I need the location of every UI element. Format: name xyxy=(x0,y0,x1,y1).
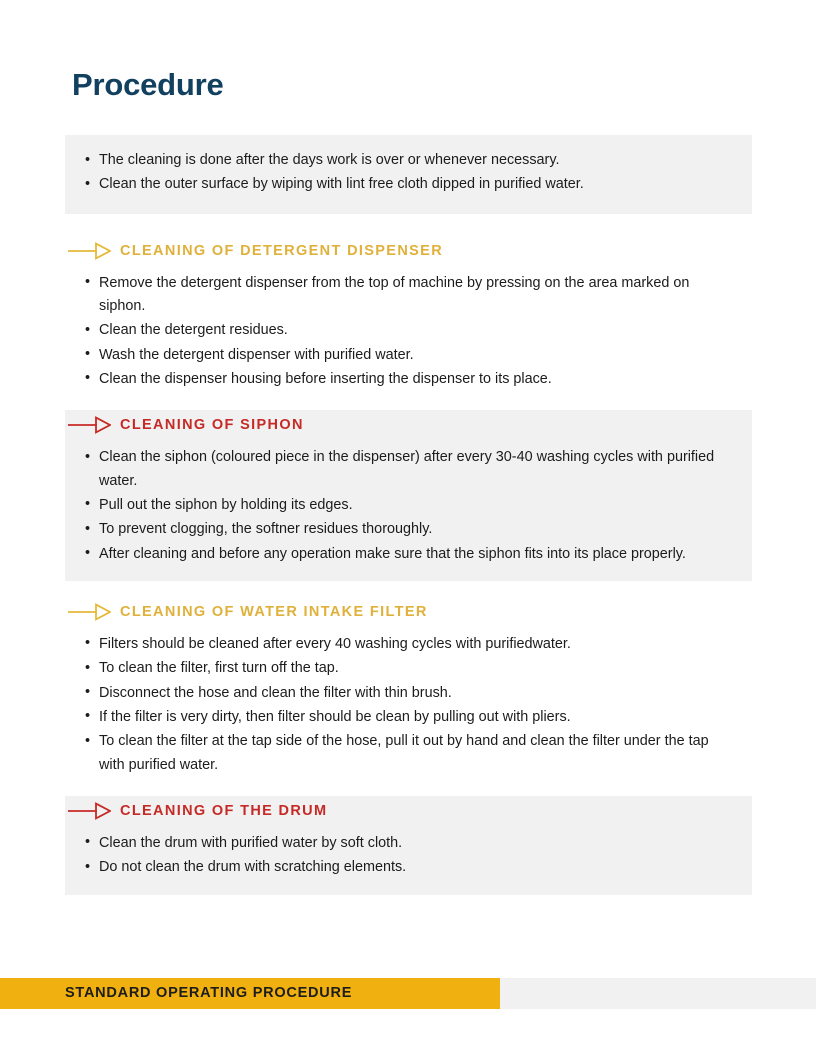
arrow-right-icon xyxy=(68,802,111,820)
section-siphon xyxy=(65,410,752,581)
bullet-item: • Clean the dispenser housing before inserting the dispenser to its place. xyxy=(85,368,732,391)
bullet-item: • Do not clean the drum with scratching elements. xyxy=(85,856,732,879)
bullet-item: • If the filter is very dirty, then filter should be clean by pulling out with pliers. xyxy=(85,706,732,729)
arrow-right-icon xyxy=(68,242,111,260)
bullet-item: • The cleaning is done after the days work is over or whenever necessary. xyxy=(85,149,732,172)
section-water-intake-filter xyxy=(65,597,752,780)
bullet-list-detergent-dispenser xyxy=(85,272,732,392)
bullet-list-drum xyxy=(85,832,732,880)
section-body-drum xyxy=(65,826,752,895)
arrow-right-icon xyxy=(68,416,111,434)
intro-block xyxy=(65,135,752,214)
footer-label: STANDARD OPERATING PROCEDURE xyxy=(65,985,353,1001)
section-header-detergent-dispenser xyxy=(65,236,752,266)
bullet-item: • Wash the detergent dispenser with purified water. xyxy=(85,344,732,367)
bullet-list-water-intake-filter xyxy=(85,633,732,777)
bullet-item: • Pull out the siphon by holding its edges. xyxy=(85,494,732,517)
section-title: CLEANING OF SIPHON xyxy=(120,417,304,434)
section-title: CLEANING OF WATER INTAKE FILTER xyxy=(120,603,428,620)
bullet-item: • To clean the filter at the tap side of the hose, pull it out by hand and clean the filter under the tap with purified water. xyxy=(85,730,732,777)
bullet-item: • Clean the siphon (coloured piece in the dispenser) after every 30-40 washing cycles with purified water. xyxy=(85,446,732,493)
section-header-water-intake-filter xyxy=(65,597,752,627)
content-column xyxy=(65,135,752,911)
section-detergent-dispenser xyxy=(65,236,752,395)
arrow-right-icon xyxy=(68,603,111,621)
bullet-item: • After cleaning and before any operation make sure that the siphon fits into its place properly. xyxy=(85,543,732,566)
intro-bullet-list xyxy=(85,149,732,197)
sections-container xyxy=(65,236,752,895)
bullet-item: • Disconnect the hose and clean the filter with thin brush. xyxy=(85,682,732,705)
bullet-item: • To prevent clogging, the softner residues thoroughly. xyxy=(85,518,732,541)
section-title: CLEANING OF DETERGENT DISPENSER xyxy=(120,242,444,259)
bullet-item: • To clean the filter, first turn off the tap. xyxy=(85,657,732,680)
section-body-water-intake-filter xyxy=(65,627,752,780)
bullet-item: • Clean the outer surface by wiping with lint free cloth dipped in purified water. xyxy=(85,173,732,196)
bullet-item: • Clean the detergent residues. xyxy=(85,319,732,342)
page-title: Procedure xyxy=(72,67,224,102)
section-header-drum xyxy=(65,796,752,826)
section-body-detergent-dispenser xyxy=(65,266,752,395)
bullet-item: • Remove the detergent dispenser from the top of machine by pressing on the area marked on siphon. xyxy=(85,272,732,319)
bullet-item: • Filters should be cleaned after every 40 washing cycles with purifiedwater. xyxy=(85,633,732,656)
section-body-siphon xyxy=(65,440,752,581)
footer-trailing-bar xyxy=(500,978,816,1009)
bullet-item: • Clean the drum with purified water by soft cloth. xyxy=(85,832,732,855)
bullet-list-siphon xyxy=(85,446,732,566)
section-drum xyxy=(65,796,752,895)
section-header-siphon xyxy=(65,410,752,440)
section-title: CLEANING OF THE DRUM xyxy=(120,802,328,819)
footer xyxy=(0,978,816,1009)
